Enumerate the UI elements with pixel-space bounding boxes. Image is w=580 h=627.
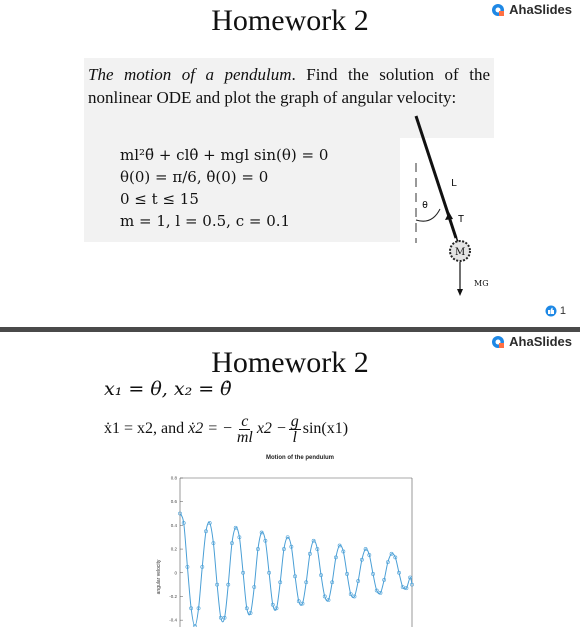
ahaslides-logo-text: AhaSlides	[509, 2, 572, 17]
state-variables: x₁ = θ, x₂ = θ̇	[104, 378, 232, 400]
chart-y-axis-label: angular velocity	[156, 559, 162, 595]
gravity-numerator: g	[290, 412, 299, 430]
gravity-fraction	[289, 414, 301, 445]
problem-statement	[88, 63, 490, 109]
angle-label: θ	[422, 200, 429, 211]
chart-y-tick-label: -0.2	[169, 593, 177, 599]
tension-arrow-head	[445, 212, 453, 220]
ahaslides-logo-text: AhaSlides	[509, 334, 572, 349]
ode-second-lhs: ẋ2 = −	[188, 420, 233, 437]
gravity-label: MG	[474, 279, 489, 288]
slide-title: Homework 2	[211, 346, 369, 379]
chart-y-tick-label: 0	[174, 570, 177, 576]
problem-heading: The motion of a pendulum	[88, 65, 292, 84]
gravity-denominator: l	[292, 428, 297, 446]
initial-conditions: θ(0) = π/6, θ̇(0) = 0	[120, 168, 269, 186]
chart-y-tick-label: -0.4	[169, 617, 177, 623]
chart-y-tick-label: 0.6	[170, 499, 177, 505]
angular-velocity-chart	[150, 462, 420, 627]
damping-fraction	[235, 414, 255, 445]
gravity-arrow-head	[457, 289, 463, 296]
chart-series-points	[178, 512, 413, 627]
slide-title: Homework 2	[211, 4, 369, 37]
chart-y-tick-label: 0.4	[170, 522, 177, 528]
ode-second-tail: sin(x1)	[302, 420, 349, 437]
reaction-badge[interactable]	[545, 305, 566, 317]
chart-series-line	[180, 514, 412, 627]
mass-label: M	[455, 247, 466, 258]
chart-title: Motion of the pendulum	[266, 455, 334, 461]
pendulum-diagram	[398, 108, 508, 298]
chart-y-tick-label: 0.8	[170, 475, 177, 481]
problem-body: . Find the solution of the nonlinear ODE and plot the graph of angular velocity:	[88, 65, 490, 107]
state-space-equations	[104, 412, 348, 446]
reaction-count: 1	[559, 305, 566, 317]
ode-equation: ml²θ̈ + clθ̇ + mgl sin(θ) = 0	[120, 146, 329, 164]
slide-2	[0, 332, 580, 627]
tension-label: T	[458, 214, 465, 225]
like-icon	[545, 305, 557, 317]
time-range: 0 ≤ t ≤ 15	[120, 190, 199, 208]
damping-numerator: c	[241, 412, 249, 430]
ode-second-mid: x2 −	[256, 420, 287, 437]
chart-y-tick-label: 0.2	[170, 546, 177, 552]
damping-denominator: ml	[236, 428, 253, 446]
parameters: m = 1, l = 0.5, c = 0.1	[120, 212, 291, 230]
length-label: L	[451, 178, 458, 189]
ode-first: ẋ1 = x2, and	[104, 420, 185, 437]
chart-y-ticks	[169, 476, 183, 623]
